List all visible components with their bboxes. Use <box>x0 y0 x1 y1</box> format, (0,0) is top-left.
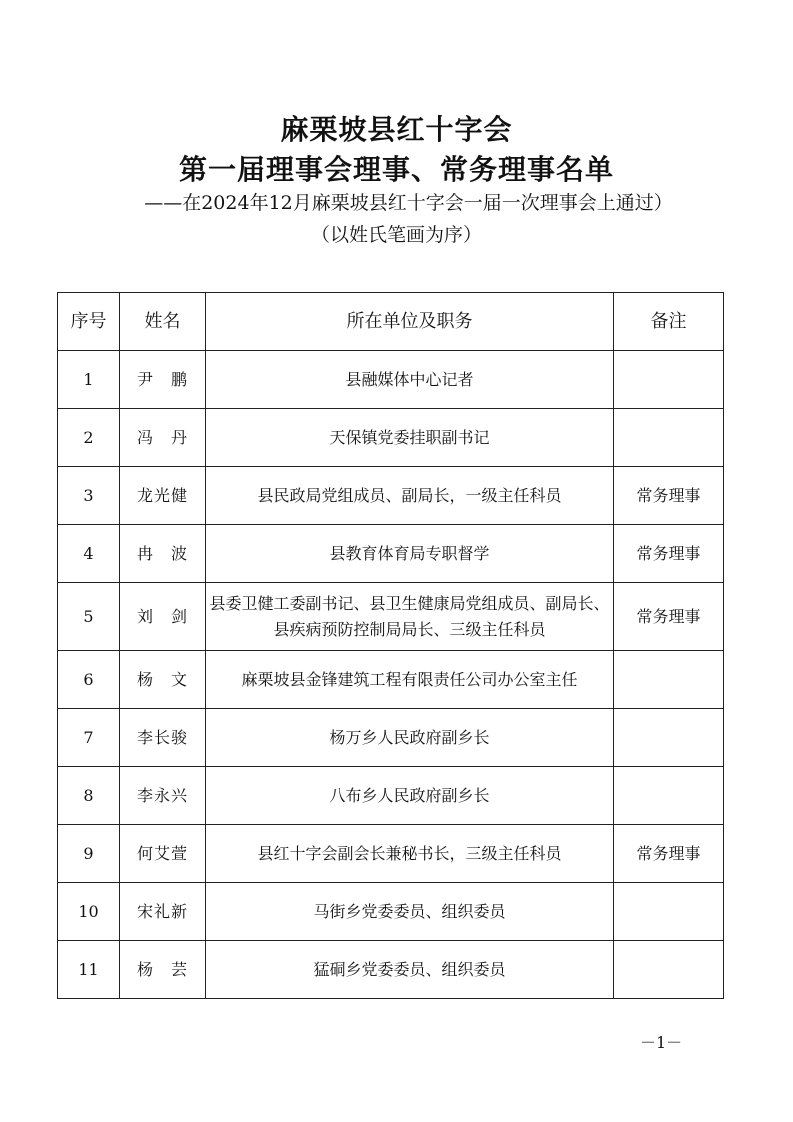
table-header-row <box>58 293 724 351</box>
row-unit: 马街乡党委委员、组织委员 <box>206 883 614 941</box>
row-note: 常务理事 <box>614 467 724 525</box>
row-index: 4 <box>58 525 120 583</box>
row-unit: 八布乡人民政府副乡长 <box>206 767 614 825</box>
row-name: 李长骏 <box>120 709 206 767</box>
row-index: 3 <box>58 467 120 525</box>
row-name: 杨 芸 <box>120 941 206 999</box>
row-name: 冉 波 <box>120 525 206 583</box>
row-index: 1 <box>58 351 120 409</box>
table-row <box>58 409 724 467</box>
table-row <box>58 941 724 999</box>
row-note <box>614 351 724 409</box>
ordering-note: （以姓氏笔画为序） <box>310 224 482 246</box>
row-name: 冯 丹 <box>120 409 206 467</box>
row-index: 6 <box>58 651 120 709</box>
row-name: 何艾萱 <box>120 825 206 883</box>
table-row <box>58 709 724 767</box>
document-subtitle: ——在2024年12月麻栗坡县红十字会一届一次理事会上通过） <box>144 192 673 214</box>
row-note <box>614 941 724 999</box>
header-index: 序号 <box>58 293 120 351</box>
table-row <box>58 525 724 583</box>
row-index: 7 <box>58 709 120 767</box>
row-note <box>614 651 724 709</box>
roster-table <box>57 292 724 999</box>
row-unit: 县教育体育局专职督学 <box>206 525 614 583</box>
document-title-line1: 麻栗坡县红十字会 <box>280 113 513 146</box>
row-unit: 杨万乡人民政府副乡长 <box>206 709 614 767</box>
row-note <box>614 709 724 767</box>
row-name: 龙光健 <box>120 467 206 525</box>
row-unit: 猛硐乡党委委员、组织委员 <box>206 941 614 999</box>
table-row <box>58 467 724 525</box>
row-index: 10 <box>58 883 120 941</box>
row-index: 5 <box>58 583 120 651</box>
row-unit: 麻栗坡县金锋建筑工程有限责任公司办公室主任 <box>206 651 614 709</box>
row-unit: 县民政局党组成员、副局长，一级主任科员 <box>206 467 614 525</box>
row-note: 常务理事 <box>614 583 724 651</box>
row-note <box>614 883 724 941</box>
header-unit-position: 所在单位及职务 <box>206 293 614 351</box>
row-index: 2 <box>58 409 120 467</box>
row-index: 9 <box>58 825 120 883</box>
row-unit: 县委卫健工委副书记、县卫生健康局党组成员、副局长、县疾病预防控制局局长、三级主任科员 <box>206 583 614 651</box>
row-index: 8 <box>58 767 120 825</box>
row-index: 11 <box>58 941 120 999</box>
row-unit: 县红十字会副会长兼秘书长，三级主任科员 <box>206 825 614 883</box>
page-number: －1－ <box>640 1033 683 1052</box>
row-unit: 天保镇党委挂职副书记 <box>206 409 614 467</box>
row-note: 常务理事 <box>614 525 724 583</box>
table-row <box>58 351 724 409</box>
document-title-line2: 第一届理事会理事、常务理事名单 <box>178 153 614 186</box>
header-remarks: 备注 <box>614 293 724 351</box>
row-name: 刘 剑 <box>120 583 206 651</box>
table-row <box>58 883 724 941</box>
row-name: 宋礼新 <box>120 883 206 941</box>
table-row <box>58 651 724 709</box>
row-note: 常务理事 <box>614 825 724 883</box>
row-name: 尹 鹏 <box>120 351 206 409</box>
row-note <box>614 409 724 467</box>
row-note <box>614 767 724 825</box>
table-row <box>58 767 724 825</box>
row-name: 李永兴 <box>120 767 206 825</box>
row-unit: 县融媒体中心记者 <box>206 351 614 409</box>
table-row <box>58 825 724 883</box>
row-name: 杨 文 <box>120 651 206 709</box>
header-name: 姓名 <box>120 293 206 351</box>
table-row <box>58 583 724 651</box>
